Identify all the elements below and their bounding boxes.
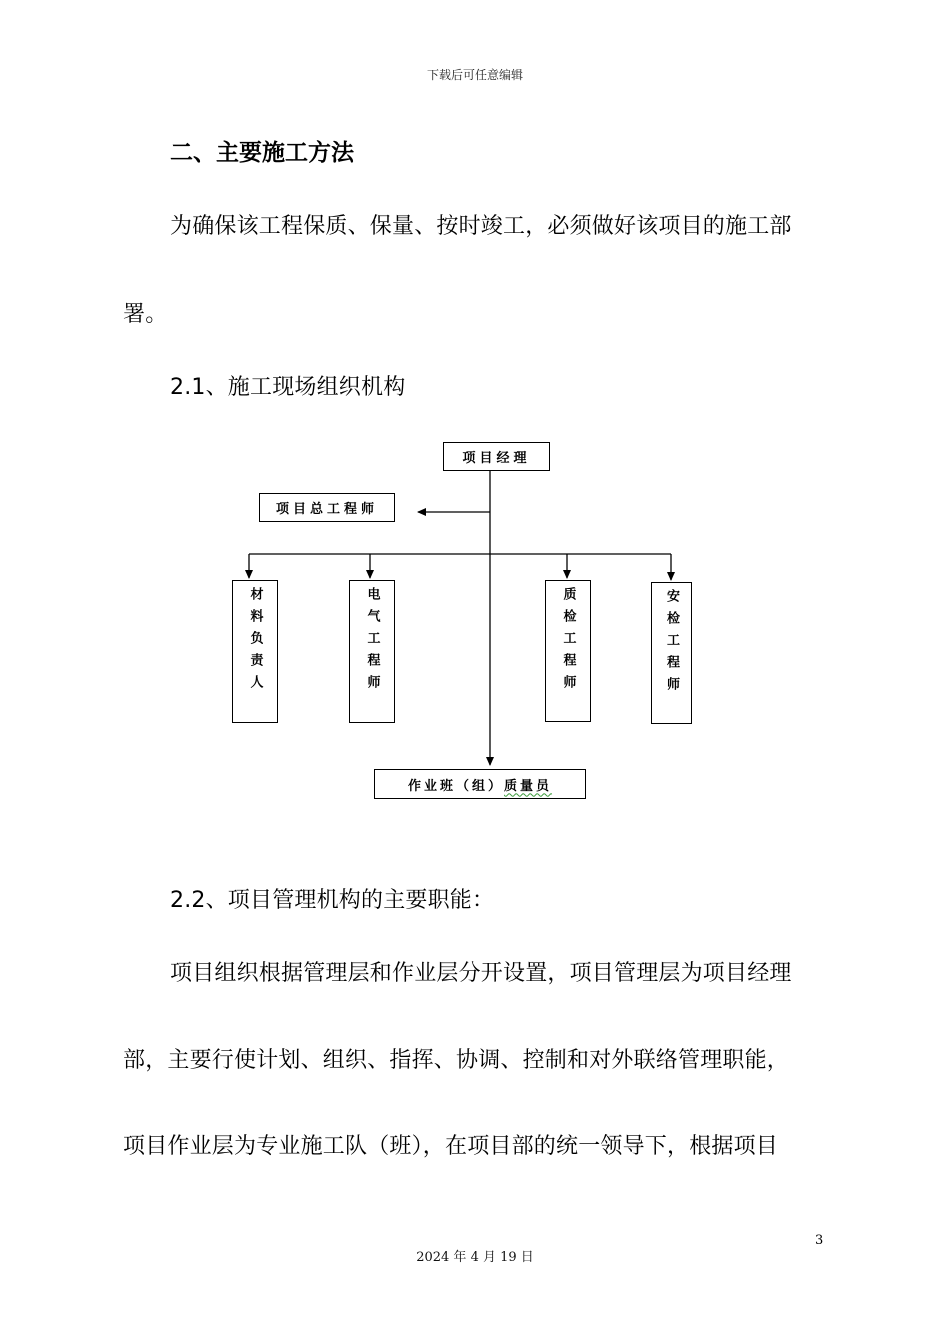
paragraph-2-line-1: 项目组织根据管理层和作业层分开设置，项目管理层为项目经理 [170, 961, 792, 986]
paragraph-2-line-2: 部，主要行使计划、组织、指挥、协调、控制和对外联络管理职能， [123, 1048, 790, 1073]
section-2-2-title: 2.2、项目管理机构的主要职能： [170, 888, 495, 913]
org-node-team-quality-prefix: 作业班（组） [407, 778, 504, 794]
org-node-team-quality-suffix: 质量员 [504, 778, 553, 794]
org-node-team-quality [374, 769, 586, 799]
org-node-materials-label: 材料负责人 [247, 587, 263, 697]
page-number: 3 [815, 1233, 824, 1248]
section-heading: 二、主要施工方法 [170, 140, 354, 166]
paragraph-1-line-1: 为确保该工程保质、保量、按时竣工，必须做好该项目的施工部 [170, 214, 792, 239]
paragraph-1-line-2: 署。 [123, 302, 168, 327]
org-node-materials [232, 580, 278, 723]
page-footer-date: 2024 年 4 月 19 日 [416, 1250, 534, 1265]
org-node-electrical-label: 电气工程师 [364, 587, 380, 697]
org-node-chief-engineer-label: 项目总工程师 [275, 502, 378, 517]
section-2-1-title: 2.1、施工现场组织机构 [170, 375, 406, 400]
org-node-chief-engineer [259, 493, 395, 522]
org-node-safety-inspection [651, 582, 692, 724]
page-header: 下载后可任意编辑 [426, 68, 523, 82]
org-node-manager-label: 项目经理 [462, 451, 531, 466]
paragraph-2-line-3: 项目作业层为专业施工队（班），在项目部的统一领导下，根据项目 [123, 1134, 779, 1159]
org-node-manager [443, 442, 550, 471]
org-node-quality-inspection [545, 580, 591, 722]
org-node-electrical [349, 580, 395, 723]
org-node-safety-inspection-label: 安检工程师 [664, 589, 679, 699]
org-node-quality-inspection-label: 质检工程师 [560, 587, 576, 697]
